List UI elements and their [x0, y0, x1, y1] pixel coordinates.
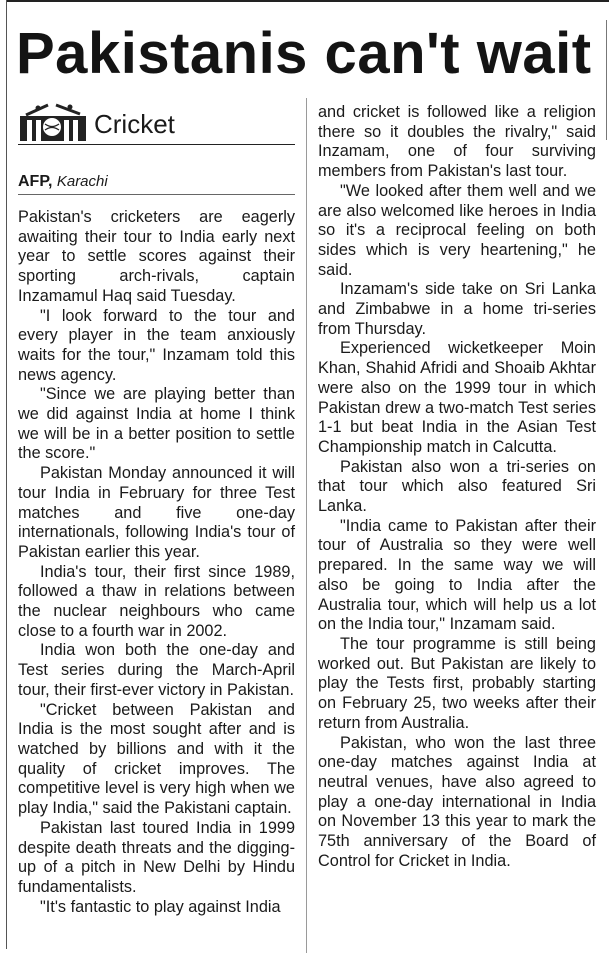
- section-label: Cricket: [94, 109, 175, 139]
- column-rule: [306, 98, 307, 953]
- paragraph: Pakistan Monday announced it will tour India in February for three Test matches and five one-day internationals, following India's tour of Pakistan earlier this year.: [18, 464, 295, 561]
- byline: [18, 172, 295, 192]
- paragraph: "Cricket between Pakistan and India is the most sought after and is watched by billions and with it the quality of cricket improves. The competitive level is very high when we play India," said the Pakistani captain.: [18, 700, 295, 818]
- left-column-text: [18, 208, 295, 917]
- cricket-logo-icon: [18, 102, 92, 142]
- paragraph: Pakistan last toured India in 1999 despite death threats and the digging-up of a pitch in New Delhi by Hindu fundamentalists.: [18, 818, 295, 896]
- paragraph: "Since we are playing better than we did against India at home I think we will be in a better position to settle the score.": [18, 385, 295, 463]
- byline-rule: [18, 194, 295, 195]
- paragraph: "I look forward to the tour and every player in the team anxiously waits for the tour," Inzamam told this news agency.: [18, 306, 295, 384]
- right-border: [606, 20, 607, 140]
- paragraph: Pakistan, who won the last three one-day matches against India at neutral venues, have also agreed to play a one-day international in India on November 13 this year to mark the 75th anniversary of the Board of Control for Cricket in India.: [318, 733, 596, 870]
- right-column-text: [318, 103, 596, 871]
- paragraph: "It's fantastic to play against India: [40, 897, 281, 916]
- paragraph: India won both the one-day and Test series during the March-April tour, their first-ever victory in Pakistan.: [18, 641, 295, 699]
- section-header: [18, 100, 295, 145]
- byline-place: Karachi: [56, 173, 108, 190]
- top-border: [6, 0, 609, 2]
- paragraph: The tour programme is still being worked out. But Pakistan are likely to play the Tests first, probably starting on February 25, two weeks after their return from Australia.: [318, 634, 596, 732]
- paragraph: India's tour, their first since 1989, followed a thaw in relations between the nuclear neighbours who came close to a fourth war in 2002.: [18, 562, 295, 640]
- paragraph: and cricket is followed like a religion there so it doubles the rivalry," said Inzamam, one of four surviving members from Pakistan's last tour.: [318, 103, 596, 181]
- paragraph: Experienced wicketkeeper Moin Khan, Shahid Afridi and Shoaib Akhtar were also on the 1999 tour in which Pakistan drew a two-match Test series 1-1 but beat India in the Asian Test Championship match in Calcutta.: [318, 339, 596, 456]
- paragraph: "India came to Pakistan after their tour of Australia so they were well prepared. In the same way we will also be going to India after the Australia tour, which will help us a lot on the India tour," Inzamam said.: [318, 516, 596, 634]
- paragraph: Inzamam's side take on Sri Lanka and Zimbabwe in a home tri-series from Thursday.: [318, 280, 596, 338]
- left-border: [6, 0, 7, 949]
- section-rule: [18, 144, 295, 145]
- headline: Pakistanis can't wait: [16, 21, 592, 86]
- paragraph: Pakistan also won a tri-series on that tour which also featured Sri Lanka.: [318, 457, 596, 516]
- byline-agency: AFP,: [18, 173, 53, 190]
- paragraph: "We looked after them well and we are also welcomed like heroes in India so it's a reciprocal feeling on both sides which is very heartening," he said.: [318, 181, 596, 279]
- paragraph: Pakistan's cricketers are eagerly awaiting their tour to India early next year to settle scores against their sporting arch-rivals, captain Inzamamul Haq said Tuesday.: [18, 208, 295, 305]
